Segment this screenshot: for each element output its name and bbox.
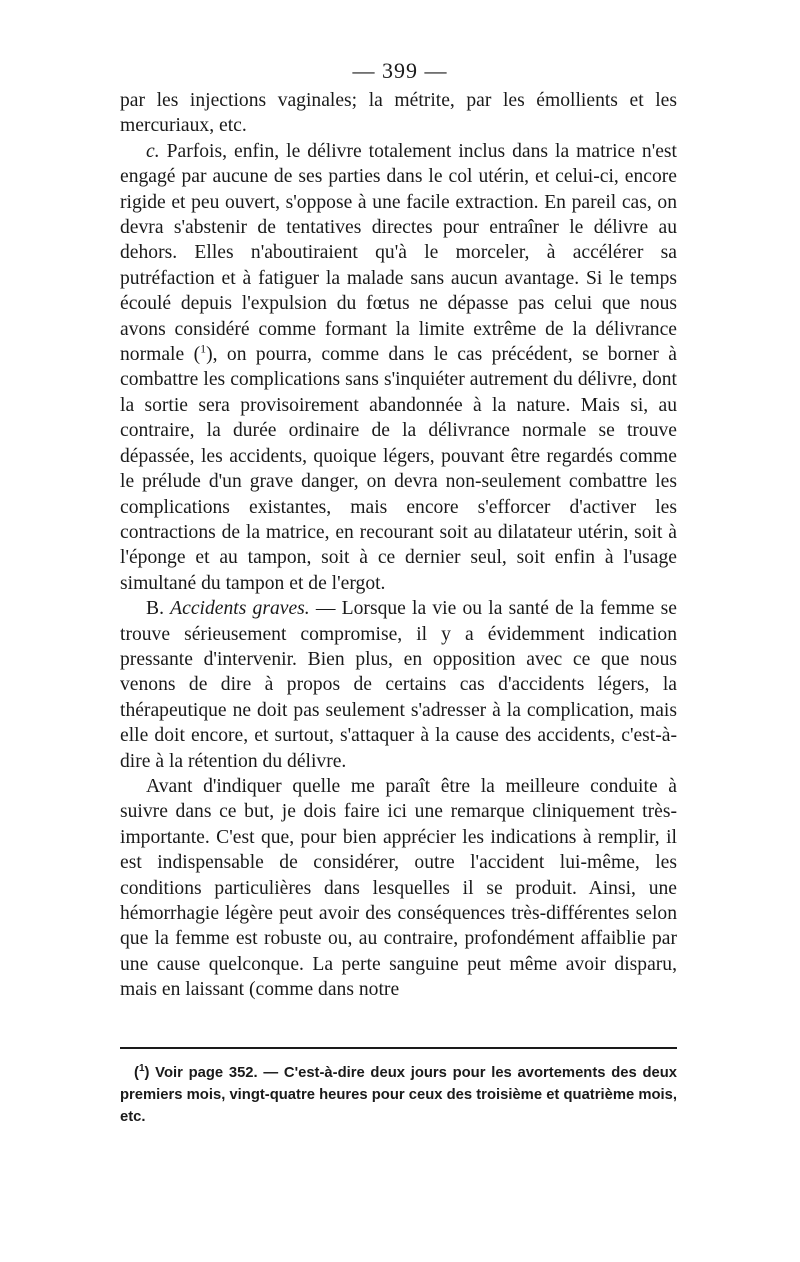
- footnote-marker: 1: [138, 1063, 145, 1075]
- italic-text: Accidents graves.: [170, 598, 310, 620]
- text-run: — Lorsque la vie ou la santé de la femme se trouve sérieusement compromise, il y a évidemment indication pressante d'intervenir. Bien plus, en opposition avec ce que nous venons de dire à propos de certains cas d'accidents légers, la thérapeutique ne doit pas seulement s'adresser à la complication, mais elle doit encore, et surtout, s'attaquer à la cause des accidents, c'est-à-dire à la rétention du délivre.: [120, 598, 678, 772]
- paragraph: [120, 596, 677, 774]
- page-number: — 399 —: [352, 58, 448, 83]
- text-run: par les injections vaginales; la métrite, par les émollients et les mercuriaux, etc.: [120, 90, 677, 137]
- footnote: ($^1$) Voir page 352. — C'est-à-dire deux jours pour les avortements des deux premiers mois, vingt-quatre heures pour ceux des troisième et quatrième mois, etc.: [120, 1063, 677, 1125]
- footnote-text: Voir page 352. — C'est-à-dire deux jours pour les avortements des deux premiers mois, vingt-quatre heures pour ceux des troisième et quatrième mois, etc.: [120, 1065, 677, 1125]
- footnote-ref: 1: [200, 341, 207, 356]
- text-run: Avant d'indiquer quelle me paraît être la meilleure conduite à suivre dans ce but, je dois faire ici une remarque cliniquement très-importante. C'est que, pour bien apprécier les indications à remplir, il est indispensable de considérer, outre l'accident lui-même, les conditions particulières dans lesquelles il se produit. Ainsi, une hémorrhagie légère peut avoir des conséquences très-différentes selon que la femme est robuste ou, au contraire, profondément affaiblie par une cause quelconque. La perte sanguine peut même avoir disparu, mais en laissant (comme dans notre: [120, 775, 677, 1001]
- italic-text: c.: [146, 140, 160, 162]
- paragraph: [120, 774, 677, 1003]
- footnotes: [120, 1062, 677, 1128]
- text-run: ), on pourra, comme dans le cas précédent, se borner à combattre les complications sans s'inquiéter autrement du délivre, dont la sortie sera provisoirement abandonnée à la nature. Mais si, au contraire, la durée ordinaire de la délivrance normale se trouve dépassée, les accidents, quoique légers, pouvant être regardés comme le prélude d'un grave danger, on devra non-seulement combattre les complications existantes, mais encore s'efforcer d'activer les contractions de la matrice, en recourant soit au dilatateur utérin, soit à l'éponge et au tampon, soit à ce dernier seul, soit enfin à l'usage simultané du tampon et de l'ergot.: [120, 344, 678, 594]
- text-run: Parfois, enfin, le délivre totalement inclus dans la matrice n'est engagé par aucune de ses parties dans le col utérin, et celui-ci, encore rigide et peu ouvert, s'oppose à une facile extraction. En pareil cas, on devra s'abstenir de tentatives directes pour entraîner le délivre au dehors. Elles n'aboutiraient qu'à le morceler, à accélérer sa putréfaction et à fatiguer la malade sans aucun avantage. Si le temps écoulé depuis l'expulsion du fœtus ne dépasse pas celui que nous avons considéré comme formant la limite extrême de la délivrance normale (: [120, 140, 677, 366]
- body-text: [120, 88, 677, 1003]
- paragraph: [120, 139, 677, 596]
- paragraph: [120, 88, 677, 139]
- text-run: B.: [146, 598, 171, 620]
- footnote-separator: [120, 1047, 677, 1049]
